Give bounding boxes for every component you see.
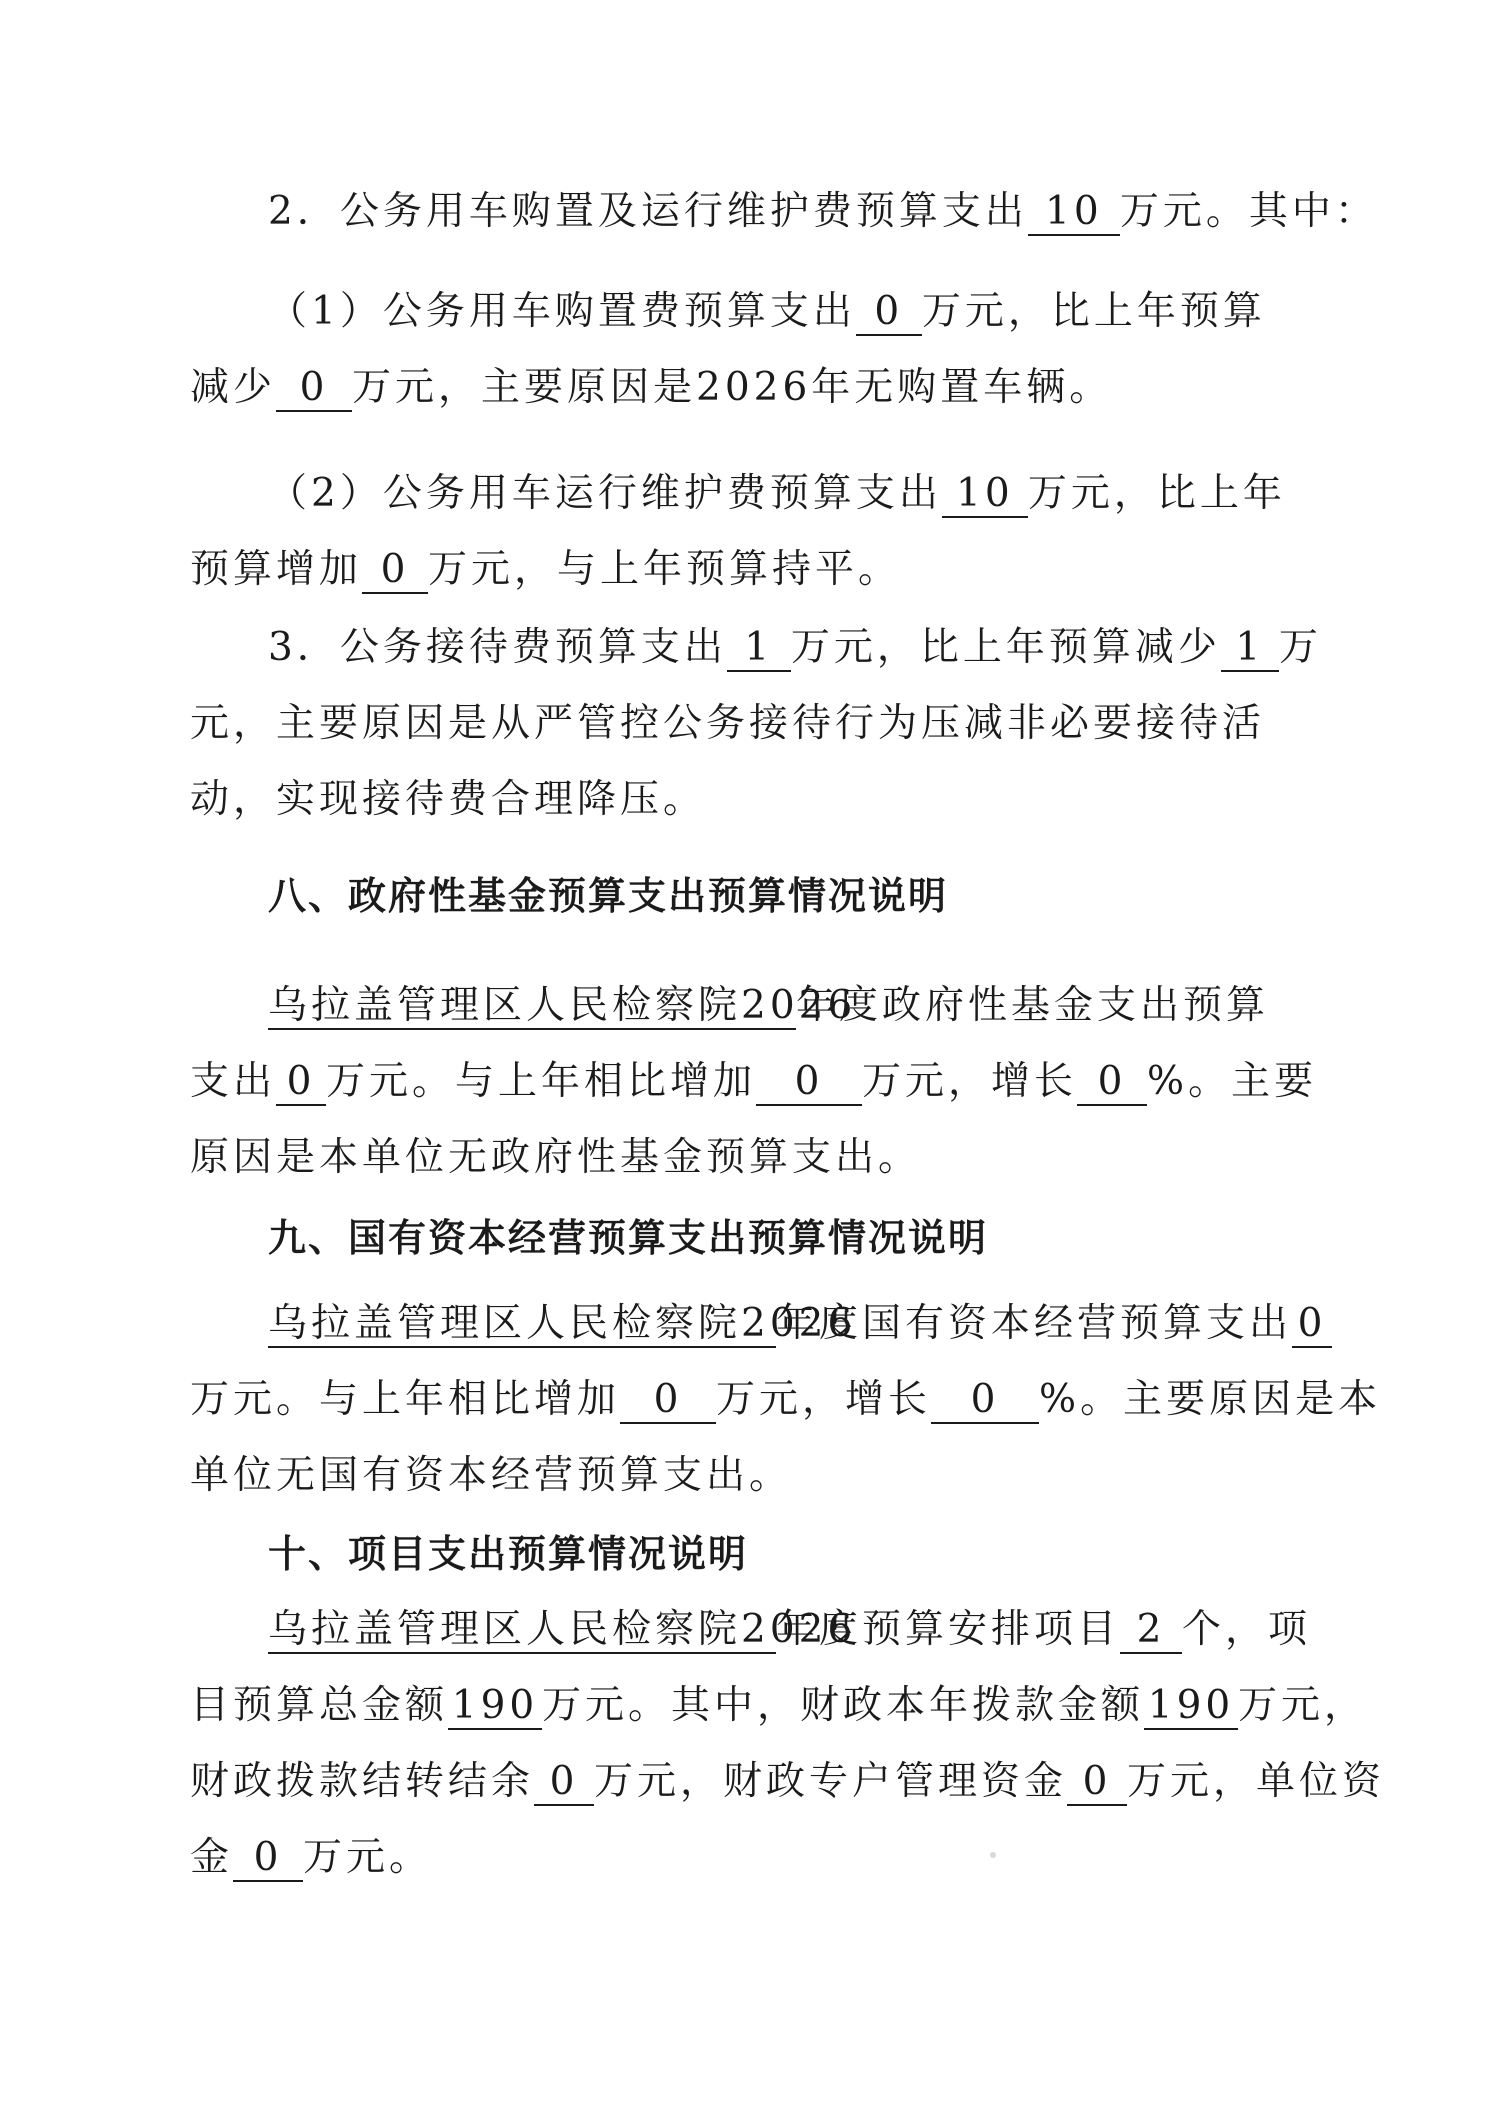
value-underlined: 0 [1067,1760,1127,1806]
text: 万元。与上年相比增加 [190,1377,621,1422]
text: 万元，比上年预算减少 [790,625,1221,670]
text: 万元， [1238,1683,1368,1728]
value-underlined: 0 [620,1378,716,1424]
text: 万元，主要原因是2026年无购置车辆。 [352,365,1113,410]
value-underlined: 0 [276,366,352,412]
text: 个，项 [1182,1607,1312,1652]
value-underlined: 0 [856,290,922,336]
paragraph-vehicle-purchase-cont [190,362,1112,414]
paragraph-reception-cont: 元，主要原因是从严管控公务接待行为压减非必要接待活 [190,701,1266,746]
paragraph-project-cont3 [190,1832,432,1884]
text: 万元。 [303,1835,433,1880]
value-underlined: 10 [1028,190,1120,236]
text: 年度政府性基金支出预算 [796,983,1270,1028]
value-underlined: 0 [534,1760,594,1806]
paragraph-reception-cont2: 动，实现接待费合理降压。 [190,777,707,822]
text: 预算增加 [190,547,363,592]
value-underlined: 0 [233,1836,303,1882]
value-underlined: 2 [1120,1608,1182,1654]
paragraph-government-fund-cont2: 原因是本单位无政府性基金预算支出。 [190,1135,922,1180]
text: 万元，单位资 [1127,1759,1386,1804]
text: 万元。与上年相比增加 [326,1059,757,1104]
text: 减少 [190,365,277,410]
text: 目预算总金额 [190,1683,449,1728]
paragraph-state-capital [268,1298,1332,1350]
paragraph-project-cont [190,1680,1367,1732]
value-underlined: 1 [727,626,791,672]
paragraph-vehicle-maintenance [268,468,1286,520]
text: 万元，财政专户管理资金 [594,1759,1068,1804]
value-underlined: 0 [362,548,428,594]
paragraph-vehicle-maintenance-cont [190,544,901,596]
unit-name-underlined: 乌拉盖管理区人民检察院2026 [268,1607,857,1652]
value-underlined: 0 [1077,1060,1147,1106]
heading-state-capital: 九、国有资本经营预算支出预算情况说明 [268,1216,989,1260]
text: 万元，增长 [862,1059,1078,1104]
value-underlined: 0 [931,1378,1039,1424]
text: 3．公务接待费预算支出 [268,625,727,670]
value-underlined: 0 [756,1060,862,1106]
unit-name-underlined: 乌拉盖管理区人民检察院2026 [268,983,857,1028]
text: 支出 [190,1059,277,1104]
unit-name-underlined: 乌拉盖管理区人民检察院2026 [268,1301,857,1346]
value-underlined: 0 [276,1060,326,1106]
text: 万元，比上年 [1027,471,1286,516]
paragraph-government-fund-cont [190,1056,1317,1108]
text: 年度国有资本经营预算支出 [776,1301,1293,1346]
paragraph-vehicle-total [268,186,1378,238]
text: 万元，与上年预算持平。 [428,547,902,592]
value-underlined: 190 [448,1684,542,1730]
paragraph-state-capital-cont2: 单位无国有资本经营预算支出。 [190,1453,793,1498]
text: 万元。其中，财政本年拨款金额 [542,1683,1145,1728]
text: 年度预算安排项目 [776,1607,1121,1652]
paragraph-project-cont2 [190,1756,1385,1808]
heading-project-expenditure: 十、项目支出预算情况说明 [268,1532,749,1576]
text: %。主要 [1147,1059,1318,1104]
value-underlined: 1 [1221,626,1279,672]
text: 万元，增长 [716,1377,932,1422]
text: 万元。其中： [1119,189,1378,234]
paragraph-government-fund [268,980,1269,1032]
paragraph-reception [268,622,1322,674]
paragraph-project [268,1604,1311,1656]
paragraph-vehicle-purchase [268,286,1266,338]
value-underlined: 190 [1144,1684,1238,1730]
text: 2．公务用车购置及运行维护费预算支出 [268,189,1028,234]
text: （1）公务用车购置费预算支出 [268,289,856,334]
paragraph-state-capital-cont [190,1374,1381,1426]
heading-government-fund: 八、政府性基金预算支出预算情况说明 [268,874,949,918]
text: 金 [190,1835,234,1880]
text: 财政拨款结转结余 [190,1759,535,1804]
text: （2）公务用车运行维护费预算支出 [268,471,942,516]
text: %。主要原因是本 [1039,1377,1382,1422]
scan-speck [990,1852,996,1858]
text: 万元，比上年预算 [921,289,1266,334]
value-underlined: 10 [942,472,1028,518]
value-underlined: 0 [1292,1302,1332,1348]
text: 万 [1278,625,1322,670]
